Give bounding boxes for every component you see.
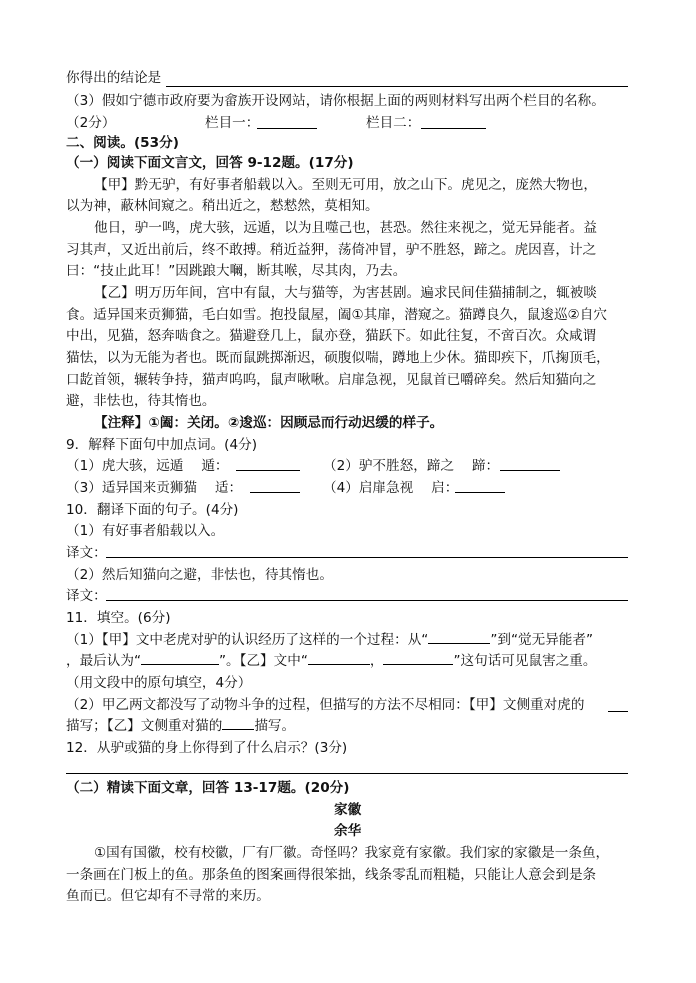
q11-blank-3[interactable] (308, 651, 370, 665)
essay-title: 家徽 (334, 802, 362, 818)
section-heading-reading: 二、阅读。(53分) (66, 135, 179, 151)
passage-yi-line-1: 【乙】明万历年间，宫中有鼠，大与猫等，为害甚剧。遍求民间佳猫捕制之，辄被啖 (94, 285, 597, 301)
passage-jia-line-3: 他日，驴一鸣，虎大骇，远遁，以为且噬己也，甚恐。然往来视之，觉无异能者。益 (94, 220, 597, 236)
q9-item-2: （2）驴不胜怒，蹄之 蹄： (323, 458, 500, 474)
conclusion-answer-line[interactable] (166, 86, 628, 87)
column-one-label: 栏目一： (205, 115, 260, 131)
q12-answer-line[interactable] (66, 773, 628, 774)
translation-answer-1[interactable] (106, 557, 628, 558)
column-one-answer[interactable] (257, 128, 317, 129)
q11-blank-1[interactable] (428, 630, 490, 644)
essay-line-2: 一条画在门板上的鱼。那条鱼的图案画得很笨拙，线条零乱而粗糙，只能让人意会到是条 (66, 867, 597, 883)
column-two-label: 栏目二： (366, 115, 421, 131)
passage-yi-line-4: 猫怯，以为无能为者也。既而鼠跳掷渐迟，硕腹似喘，蹲地上少休。猫即疾下，爪掬顶毛， (66, 350, 610, 366)
passage-yi-line-3: 中出，见猫，怒奔啮食之。猫避登几上，鼠亦登，猫跃下。如此往复，不啻百次。众咸谓 (66, 328, 597, 344)
q11-blank-5[interactable] (608, 711, 628, 712)
passage-yi-line-6: 避，非怯也，待其惰也。 (66, 393, 216, 409)
column-names-line (66, 113, 115, 133)
passage-jia-line-5: 曰：“技止此耳！”因跳踉大㘎，断其喉，尽其肉，乃去。 (66, 263, 407, 279)
question-10: 10．翻译下面的句子。(4分) (66, 502, 239, 518)
q11-text-f: 描写；【乙】文侧重对猫的 (66, 718, 223, 734)
q9-item-4: （4）启扉急视 启： (323, 480, 459, 496)
q11-item-1 (66, 630, 593, 650)
q11-instruction: （用文段中的原句填空，4分） (66, 675, 252, 691)
essay-author: 余华 (334, 823, 362, 839)
essay-line-3: 鱼而已。但它却有不寻常的来历。 (66, 888, 270, 904)
q11-text-d: ”。【乙】文中“ (219, 653, 308, 669)
q11-text-g: 描写。 (254, 718, 296, 734)
q11-text-b: ”到“觉无异能者” (490, 632, 594, 648)
conclusion-line (66, 68, 161, 88)
translation-answer-2[interactable] (106, 600, 628, 601)
annotation-note: 【注释】①阖：关闭。②逡巡：因顾忌而行动迟缓的样子。 (94, 415, 444, 431)
q11-text-a: （1）【甲】文中老虎对驴的认识经历了这样的一个过程：从“ (66, 632, 429, 648)
question-9: 9．解释下面句中加点词。(4分) (66, 437, 258, 453)
column-two-answer[interactable] (421, 128, 486, 129)
conclusion-label: 你得出的结论是 (66, 70, 162, 86)
q11-text-e: ”这句话可见鼠害之重。 (453, 653, 597, 669)
q11-blank-4[interactable] (383, 651, 453, 665)
passage-yi-line-5: 口龁首领，辗转争持，猫声呜呜，鼠声啾啾。启扉急视，见鼠首已嚼碎矣。然后知猫向之 (66, 372, 597, 388)
passage-jia-line-4: 习其声，又近出前后，终不敢搏。稍近益狎，荡倚冲冒，驴不胜怒，蹄之。虎因喜，计之 (66, 242, 597, 258)
q9-answer-2[interactable] (500, 470, 560, 471)
q9-answer-4[interactable] (455, 492, 505, 493)
points-label: （2分） (66, 115, 116, 131)
q9-item-1: （1）虎大骇，远遁 遁： (66, 458, 229, 474)
passage-yi-line-2: 食。适异国来贡狮猫，毛白如雪。抱投鼠屋，阖①其扉，潜窥之。猫蹲良久，鼠逡巡②自穴 (66, 307, 607, 323)
question-3: （3）假如宁德市政府要为畲族开设网站，请你根据上面的两则材料写出两个栏目的名称。 (66, 93, 605, 109)
q10-item-2: （2）然后知猫向之避，非怯也，待其惰也。 (66, 567, 333, 583)
q11-comma: ， (369, 653, 384, 669)
question-12: 12．从驴或猫的身上你得到了什么启示？(3分) (66, 740, 348, 756)
question-11: 11．填空。(6分) (66, 610, 171, 626)
q11-blank-6[interactable] (222, 716, 254, 730)
q9-answer-3[interactable] (250, 492, 300, 493)
passage-jia-line-1: 【甲】黔无驴，有好事者船载以入。至则无可用，放之山下。虎见之，庞然大物也， (94, 177, 597, 193)
translation-label-1: 译文： (66, 545, 107, 561)
passage-jia-line-2: 以为神，蔽林间窥之。稍出近之，慭慭然，莫相知。 (66, 198, 379, 214)
q11-blank-2[interactable] (141, 651, 219, 665)
section-2-heading: （二）精读下面文章，回答 13-17题。(20分) (66, 780, 350, 796)
q10-item-1: （1）有好事者船载以入。 (66, 523, 225, 539)
section-1-heading: （一）阅读下面文言文，回答 9-12题。(17分) (66, 155, 354, 171)
q11-item-1-cont (66, 651, 596, 671)
q9-item-3: （3）适异国来贡狮猫 适： (66, 480, 243, 496)
q11-item-2: （2）甲乙两文都没写了动物斗争的过程，但描写的方法不尽相同：【甲】文侧重对虎的 (66, 697, 585, 713)
q11-text-c: ，最后认为“ (66, 653, 142, 669)
essay-line-1: ①国有国徽，校有校徽，厂有厂徽。奇怪吗？我家竟有家徽。我们家的家徽是一条鱼， (94, 845, 610, 861)
translation-label-2: 译文： (66, 588, 107, 604)
q9-answer-1[interactable] (236, 470, 300, 471)
q11-item-2-cont (66, 716, 295, 736)
